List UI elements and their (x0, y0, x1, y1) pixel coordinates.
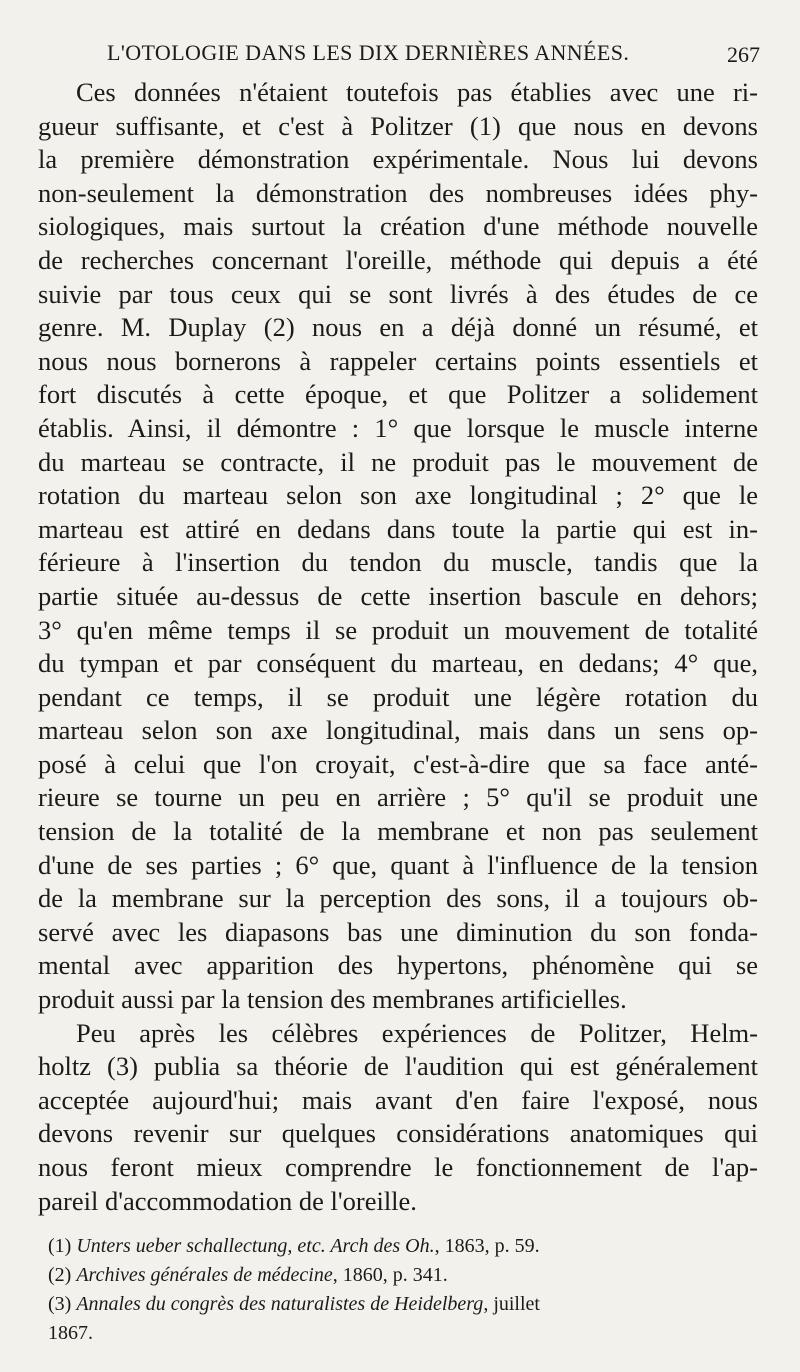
text-line: 3° qu'en même temps il se produit un mouvement de totalité (38, 614, 758, 645)
text-line: mental avec apparition des hypertons, phénomène qui se (38, 950, 758, 981)
body-text (38, 76, 758, 1218)
footnote-marker: (1) (48, 1235, 72, 1257)
footnote-1 (48, 1232, 763, 1261)
text-line: d'une de ses parties ; 6° que, quant à l'influence de la tension (38, 849, 758, 880)
text-line: partie située au-dessus de cette insertion bascule en dehors; (38, 580, 758, 611)
text-line: devons revenir sur quelques considérations anatomiques qui (38, 1118, 758, 1149)
text-line: pareil d'accommodation de l'oreille. (38, 1185, 417, 1216)
text-line: rieure se tourne un peu en arrière ; 5° qu'il se produit une (38, 782, 758, 813)
text-line: Peu après les célèbres expériences de Politzer, Helm- (76, 1017, 758, 1048)
text-line: suivie par tous ceux qui se sont livrés à des études de ce (38, 278, 758, 309)
footnote-title: Annales du congrès des naturalistes de Heidelberg (76, 1293, 484, 1315)
footnote-detail: , 1860, p. 341. (332, 1264, 448, 1286)
text-line: Ces données n'étaient toutefois pas établies avec une ri- (76, 77, 758, 107)
text-line: marteau selon son axe longitudinal, mais dans un sens op- (38, 715, 758, 746)
text-line: de la membrane sur la perception des sons, il a toujours ob- (38, 883, 758, 914)
text-line: du marteau se contracte, il ne produit pas le mouvement de (38, 446, 758, 477)
text-line: genre. M. Duplay (2) nous en a déjà donné un résumé, et (38, 312, 758, 343)
footnote-marker: (3) (48, 1293, 72, 1315)
text-line: nous feront mieux comprendre le fonctionnement de l'ap- (38, 1152, 758, 1182)
text-line: pendant ce temps, il se produit une légère rotation du (38, 681, 758, 712)
text-line: établis. Ainsi, il démontre : 1° que lorsque le muscle interne (38, 412, 758, 443)
text-line: posé à celui que l'on croyait, c'est-à-dire que sa face anté- (38, 748, 758, 779)
text-line: rotation du marteau selon son axe longitudinal ; 2° que le (38, 480, 758, 511)
page-header (55, 40, 760, 76)
text-line: fort discutés à cette époque, et que Politzer a solidement (38, 379, 758, 410)
text-line: produit aussi par la tension des membranes artificielles. (38, 984, 627, 1015)
text-line: tension de la totalité de la membrane et non pas seulement (38, 816, 758, 847)
page-number: 267 (727, 42, 760, 67)
footnote-marker: (2) (48, 1264, 72, 1286)
text-line: marteau est attiré en dedans dans toute la partie qui est in- (38, 513, 758, 544)
text-line: férieure à l'insertion du tendon du muscle, tandis que la (38, 547, 758, 578)
footnotes (48, 1232, 763, 1348)
text-line: nous nous bornerons à rappeler certains points essentiels et (38, 345, 758, 376)
footnote-3-continuation: 1867. (48, 1322, 93, 1344)
text-line: servé avec les diapasons bas une diminution du son fonda- (38, 916, 758, 947)
footnote-title: Archives générales de médecine (76, 1264, 333, 1286)
text-line: du tympan et par conséquent du marteau, en dedans; 4° que, (38, 648, 758, 679)
footnote-detail: , juillet (483, 1293, 540, 1315)
text-line: acceptée aujourd'hui; mais avant d'en faire l'exposé, nous (38, 1084, 758, 1115)
text-line: holtz (3) publia sa théorie de l'audition qui est généralement (38, 1051, 758, 1082)
text-line: non-seulement la démonstration des nombreuses idées phy- (38, 177, 758, 208)
running-head: L'OTOLOGIE DANS LES DIX DERNIÈRES ANNÉES. (107, 40, 630, 65)
footnote-2 (48, 1261, 763, 1290)
text-line: de recherches concernant l'oreille, méthode qui depuis a été (38, 244, 758, 275)
footnote-detail: , 1863, p. 59. (434, 1235, 540, 1257)
text-line: gueur suffisante, et c'est à Politzer (1) que nous en devons (38, 110, 758, 141)
footnote-title: Unters ueber schallectung, etc. Arch des Oh. (76, 1235, 435, 1257)
text-line: la première démonstration expérimentale. Nous lui devons (38, 144, 758, 175)
text-line: siologiques, mais surtout la création d'une méthode nouvelle (38, 211, 758, 242)
footnote-3 (48, 1290, 763, 1319)
